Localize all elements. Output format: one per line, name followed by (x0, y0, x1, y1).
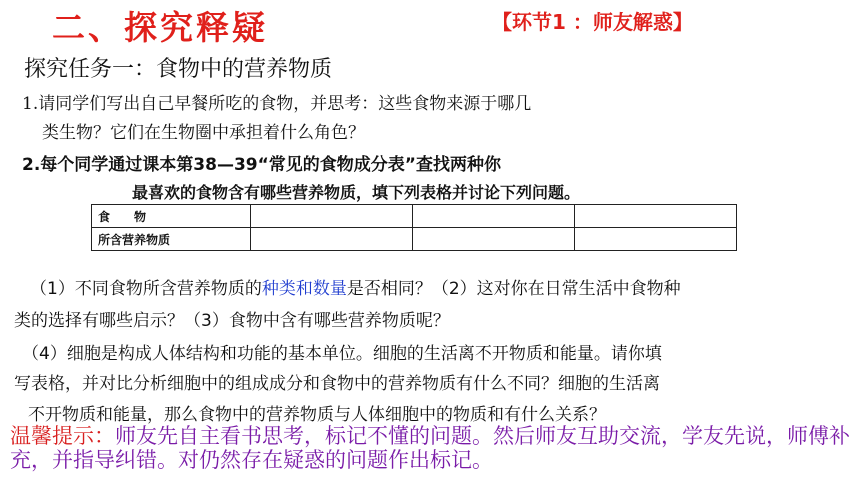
table-cell[interactable] (251, 228, 413, 251)
food-header-cell: 食 物 (92, 205, 251, 228)
table-cell[interactable] (413, 228, 575, 251)
discussion-line3: （4）细胞是构成人体结构和功能的基本单位。细胞的生活离不开物质和能量。请你填 (22, 344, 662, 364)
table-cell[interactable] (575, 228, 737, 251)
question2-line1: 2.每个同学通过课本第38—39“常见的食物成分表”查找两种你 (22, 155, 501, 175)
discussion-line1 (30, 274, 681, 299)
tip-text: 师友先自主看书思考，标记不懂的问题。然后师友互助交流，学友先说，师傅补充，并指导纠错。对仍然存在疑惑的问题作出标记。 (10, 424, 850, 472)
table-cell[interactable] (575, 205, 737, 228)
discussion-line4: 写表格，并对比分析细胞中的组成成分和食物中的营养物质有什么不同？细胞的生活离 (14, 374, 660, 394)
table-cell[interactable] (413, 205, 575, 228)
question1-line1: 1.请同学们写出自己早餐所吃的食物，并思考：这些食物来源于哪几 (22, 94, 532, 114)
table-row (92, 228, 737, 251)
question2-line2: 最喜欢的食物含有哪些营养物质，填下列表格并讨论下列问题。 (132, 183, 581, 202)
nutrient-header-cell: 所含营养物质 (92, 228, 251, 251)
nutrient-table (91, 204, 737, 251)
stage-tag: 【环节1 ：师友解惑】 (492, 10, 693, 34)
discussion-line5: 不开物质和能量，那么食物中的营养物质与人体细胞中的物质和有什么关系？ (28, 405, 606, 425)
table-cell[interactable] (251, 205, 413, 228)
discussion-text: 是否相同？（2）这对你在日常生活中食物种 (346, 279, 681, 299)
warm-tip (10, 424, 850, 472)
section-title: 二、探究释疑 (52, 8, 268, 47)
tip-label: 温馨提示： (10, 424, 115, 448)
table-row (92, 205, 737, 228)
question1-line2: 类生物？它们在生物圈中承担着什么角色？ (42, 123, 365, 143)
discussion-line2: 类的选择有哪些启示？（3）食物中含有哪些营养物质呢？ (14, 311, 450, 331)
highlight-text: 种类和数量 (261, 279, 347, 299)
discussion-text: （1）不同食物所含营养物质的 (30, 279, 262, 299)
task-title: 探究任务一：食物中的营养物质 (24, 57, 333, 82)
